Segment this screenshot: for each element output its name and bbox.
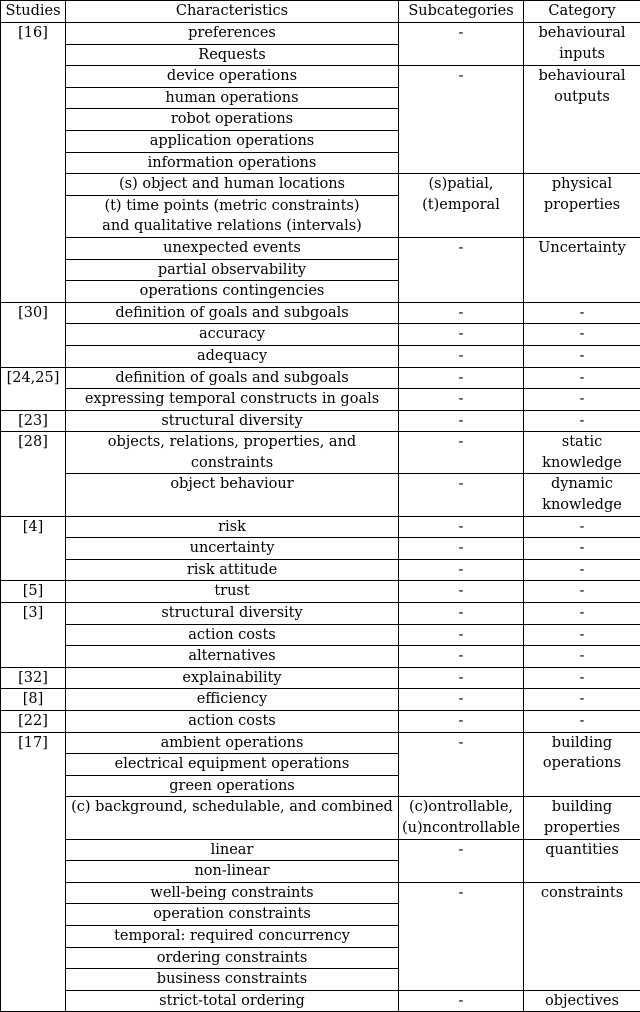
cell-line: constraints — [68, 453, 396, 474]
study-cell: [23] — [1, 410, 66, 432]
characteristic-cell — [66, 538, 399, 560]
cell-line: operations — [526, 753, 638, 774]
category-cell — [524, 389, 640, 411]
characteristic-cell — [66, 259, 399, 281]
cell-line: trust — [68, 581, 396, 602]
table-row — [1, 667, 640, 689]
characteristic-cell — [66, 947, 399, 969]
cell-line: action costs — [68, 625, 396, 646]
category-cell — [524, 711, 640, 733]
study-cell: [32] — [1, 667, 66, 689]
table-row — [1, 367, 640, 389]
category-cell — [524, 516, 640, 538]
characteristic-cell — [66, 689, 399, 711]
cell-line: partial observability — [68, 260, 396, 281]
cell-line: ambient operations — [68, 733, 396, 754]
cell-line: strict-total ordering — [68, 991, 396, 1012]
table-row — [1, 538, 640, 560]
cell-line: - — [526, 411, 638, 432]
cell-line: - — [401, 411, 521, 432]
header-characteristics: Characteristics — [66, 1, 399, 23]
cell-line: Requests — [68, 45, 396, 66]
cell-line: - — [526, 711, 638, 732]
cell-line: - — [401, 840, 521, 861]
cell-line: objects, relations, properties, and — [68, 432, 396, 453]
subcategory-cell — [399, 23, 524, 66]
characteristic-cell — [66, 559, 399, 581]
cell-line: building — [526, 797, 638, 818]
cell-line: definition of goals and subgoals — [68, 303, 396, 324]
category-cell — [524, 66, 640, 174]
cell-line: - — [401, 517, 521, 538]
cell-line: constraints — [526, 883, 638, 904]
cell-line: inputs — [526, 44, 638, 65]
cell-line: physical — [526, 174, 638, 195]
study-cell: [16] — [1, 23, 66, 303]
table-row — [1, 797, 640, 839]
table-row — [1, 389, 640, 411]
subcategory-cell — [399, 667, 524, 689]
cell-line: behavioural — [526, 66, 638, 87]
study-cell: [24,25] — [1, 367, 66, 410]
cell-line: (s)patial, — [401, 174, 521, 195]
characteristic-cell — [66, 410, 399, 432]
cell-line: structural diversity — [68, 603, 396, 624]
cell-line: alternatives — [68, 646, 396, 667]
subcategory-cell — [399, 646, 524, 668]
cell-line: properties — [526, 818, 638, 839]
characteristic-cell — [66, 775, 399, 797]
cell-line: - — [401, 581, 521, 602]
subcategory-cell — [399, 324, 524, 346]
cell-line: - — [401, 668, 521, 689]
category-cell — [524, 732, 640, 797]
cell-line: - — [401, 711, 521, 732]
category-cell — [524, 624, 640, 646]
subcategory-cell — [399, 66, 524, 174]
characteristic-cell — [66, 302, 399, 324]
table-body — [1, 23, 640, 1012]
characteristic-cell — [66, 581, 399, 603]
cell-line: - — [401, 346, 521, 367]
table-row — [1, 711, 640, 733]
category-cell — [524, 797, 640, 839]
cell-line: device operations — [68, 66, 396, 87]
subcategory-cell — [399, 839, 524, 882]
cell-line: robot operations — [68, 109, 396, 130]
characteristic-cell — [66, 925, 399, 947]
table-row — [1, 689, 640, 711]
cell-line: definition of goals and subgoals — [68, 368, 396, 389]
subcategory-cell — [399, 711, 524, 733]
cell-line: explainability — [68, 668, 396, 689]
characteristic-cell — [66, 66, 399, 88]
subcategory-cell — [399, 732, 524, 797]
cell-line: - — [526, 581, 638, 602]
characteristic-cell — [66, 109, 399, 131]
cell-line: knowledge — [526, 495, 638, 516]
cell-line: information operations — [68, 153, 396, 174]
cell-line: knowledge — [526, 453, 638, 474]
characteristic-cell — [66, 281, 399, 303]
cell-line: temporal: required concurrency — [68, 926, 396, 947]
cell-line: - — [526, 603, 638, 624]
cell-line: quantities — [526, 840, 638, 861]
table-row — [1, 302, 640, 324]
cell-line: action costs — [68, 711, 396, 732]
characteristic-cell — [66, 990, 399, 1012]
cell-line: electrical equipment operations — [68, 754, 396, 775]
cell-line: - — [526, 346, 638, 367]
table-row — [1, 624, 640, 646]
subcategory-cell — [399, 538, 524, 560]
characteristic-cell — [66, 474, 399, 516]
subcategory-cell — [399, 389, 524, 411]
table-row — [1, 646, 640, 668]
cell-line: properties — [526, 195, 638, 216]
header-studies: Studies — [1, 1, 66, 23]
subcategory-cell — [399, 474, 524, 516]
table-row — [1, 581, 640, 603]
subcategory-cell — [399, 797, 524, 839]
characteristic-cell — [66, 324, 399, 346]
cell-line: - — [401, 560, 521, 581]
cell-line: application operations — [68, 131, 396, 152]
cell-line: - — [401, 368, 521, 389]
subcategory-cell — [399, 367, 524, 389]
table-row — [1, 410, 640, 432]
cell-line: risk — [68, 517, 396, 538]
cell-line: objectives — [526, 991, 638, 1012]
study-cell: [3] — [1, 603, 66, 668]
subcategory-cell — [399, 581, 524, 603]
table-row — [1, 474, 640, 516]
study-cell: [17] — [1, 732, 66, 1012]
header-row — [1, 1, 640, 23]
category-cell — [524, 432, 640, 474]
table-row — [1, 23, 640, 45]
category-cell — [524, 302, 640, 324]
cell-line: building — [526, 733, 638, 754]
table-row — [1, 345, 640, 367]
subcategory-cell — [399, 990, 524, 1012]
subcategory-cell — [399, 559, 524, 581]
cell-line: unexpected events — [68, 238, 396, 259]
characteristic-cell — [66, 87, 399, 109]
study-cell: [4] — [1, 516, 66, 581]
table-row — [1, 324, 640, 346]
cell-line: preferences — [68, 23, 396, 44]
cell-line: - — [526, 517, 638, 538]
subcategory-cell — [399, 237, 524, 302]
cell-line: - — [401, 474, 521, 495]
cell-line: static — [526, 432, 638, 453]
cell-line: - — [526, 538, 638, 559]
table-row — [1, 603, 640, 625]
cell-line: - — [526, 303, 638, 324]
cell-line: operation constraints — [68, 904, 396, 925]
cell-line: - — [401, 733, 521, 754]
characteristic-cell — [66, 432, 399, 474]
study-cell: [5] — [1, 581, 66, 603]
characteristic-cell — [66, 174, 399, 196]
subcategory-cell — [399, 345, 524, 367]
characteristic-cell — [66, 754, 399, 776]
cell-line: object behaviour — [68, 474, 396, 495]
cell-line: - — [401, 238, 521, 259]
table-row — [1, 882, 640, 904]
category-cell — [524, 839, 640, 882]
characteristic-cell — [66, 516, 399, 538]
table-row — [1, 732, 640, 754]
characteristic-cell — [66, 130, 399, 152]
category-cell — [524, 603, 640, 625]
cell-line: - — [526, 689, 638, 710]
cell-line: adequacy — [68, 346, 396, 367]
cell-line: - — [526, 646, 638, 667]
cell-line: (t)emporal — [401, 195, 521, 216]
characteristic-cell — [66, 839, 399, 861]
characteristic-cell — [66, 44, 399, 66]
characteristic-cell — [66, 904, 399, 926]
category-cell — [524, 324, 640, 346]
subcategory-cell — [399, 432, 524, 474]
table-row — [1, 559, 640, 581]
study-cell: [8] — [1, 689, 66, 711]
category-cell — [524, 367, 640, 389]
category-cell — [524, 667, 640, 689]
characteristic-cell — [66, 732, 399, 754]
cell-line: green operations — [68, 776, 396, 797]
category-cell — [524, 174, 640, 238]
subcategory-cell — [399, 603, 524, 625]
characteristic-cell — [66, 646, 399, 668]
cell-line: and qualitative relations (intervals) — [68, 216, 396, 237]
header-subcategories: Subcategories — [399, 1, 524, 23]
category-cell — [524, 237, 640, 302]
subcategory-cell — [399, 174, 524, 238]
cell-line: ordering constraints — [68, 948, 396, 969]
characteristic-cell — [66, 195, 399, 237]
cell-line: - — [401, 23, 521, 44]
table-row — [1, 174, 640, 196]
cell-line: (s) object and human locations — [68, 174, 396, 195]
cell-line: (u)ncontrollable — [401, 818, 521, 839]
cell-line: uncertainty — [68, 538, 396, 559]
table-row — [1, 516, 640, 538]
cell-line: efficiency — [68, 689, 396, 710]
cell-line: linear — [68, 840, 396, 861]
cell-line: - — [526, 560, 638, 581]
cell-line: (c)ontrollable, — [401, 797, 521, 818]
subcategory-cell — [399, 410, 524, 432]
characteristic-cell — [66, 969, 399, 991]
characteristic-cell — [66, 711, 399, 733]
study-cell: [22] — [1, 711, 66, 733]
study-cell: [28] — [1, 432, 66, 516]
characteristic-cell — [66, 861, 399, 883]
category-cell — [524, 990, 640, 1012]
cell-line: well-being constraints — [68, 883, 396, 904]
header-category: Category — [524, 1, 640, 23]
cell-line: (c) background, schedulable, and combined — [68, 797, 396, 818]
table-row — [1, 839, 640, 861]
cell-line: - — [401, 66, 521, 87]
cell-line: expressing temporal constructs in goals — [68, 389, 396, 410]
cell-line: risk attitude — [68, 560, 396, 581]
cell-line: - — [401, 991, 521, 1012]
characteristic-cell — [66, 23, 399, 45]
cell-line: non-linear — [68, 861, 396, 882]
category-cell — [524, 23, 640, 66]
category-cell — [524, 345, 640, 367]
category-cell — [524, 581, 640, 603]
characteristic-cell — [66, 152, 399, 174]
cell-line: business constraints — [68, 969, 396, 990]
category-cell — [524, 474, 640, 516]
category-cell — [524, 559, 640, 581]
cell-line: - — [526, 668, 638, 689]
cell-line: (t) time points (metric constraints) — [68, 196, 396, 217]
characteristic-cell — [66, 797, 399, 839]
subcategory-cell — [399, 689, 524, 711]
cell-line: - — [401, 389, 521, 410]
cell-line: - — [401, 603, 521, 624]
subcategory-cell — [399, 882, 524, 990]
characteristic-cell — [66, 367, 399, 389]
subcategory-cell — [399, 302, 524, 324]
cell-line: - — [401, 432, 521, 453]
cell-line: dynamic — [526, 474, 638, 495]
cell-line: outputs — [526, 87, 638, 108]
cell-line: - — [401, 324, 521, 345]
characteristic-cell — [66, 389, 399, 411]
cell-line: Uncertainty — [526, 238, 638, 259]
table-row — [1, 990, 640, 1012]
characteristic-cell — [66, 624, 399, 646]
cell-line: behavioural — [526, 23, 638, 44]
category-cell — [524, 538, 640, 560]
cell-line: - — [526, 324, 638, 345]
characteristic-cell — [66, 603, 399, 625]
cell-line: - — [401, 303, 521, 324]
characteristic-cell — [66, 882, 399, 904]
study-cell: [30] — [1, 302, 66, 367]
subcategory-cell — [399, 516, 524, 538]
cell-line: - — [401, 538, 521, 559]
characteristic-cell — [66, 667, 399, 689]
characteristic-cell — [66, 345, 399, 367]
cell-line: structural diversity — [68, 411, 396, 432]
cell-line: - — [401, 689, 521, 710]
category-cell — [524, 646, 640, 668]
table-row — [1, 432, 640, 474]
category-cell — [524, 882, 640, 990]
cell-line: - — [401, 646, 521, 667]
cell-line: - — [526, 625, 638, 646]
cell-line: - — [526, 389, 638, 410]
subcategory-cell — [399, 624, 524, 646]
cell-line: operations contingencies — [68, 281, 396, 302]
cell-line: - — [401, 625, 521, 646]
cell-line: - — [526, 368, 638, 389]
cell-line: - — [401, 883, 521, 904]
characteristic-cell — [66, 237, 399, 259]
category-cell — [524, 689, 640, 711]
category-cell — [524, 410, 640, 432]
cell-line: human operations — [68, 88, 396, 109]
table-row — [1, 237, 640, 259]
table-row — [1, 66, 640, 88]
cell-line: accuracy — [68, 324, 396, 345]
